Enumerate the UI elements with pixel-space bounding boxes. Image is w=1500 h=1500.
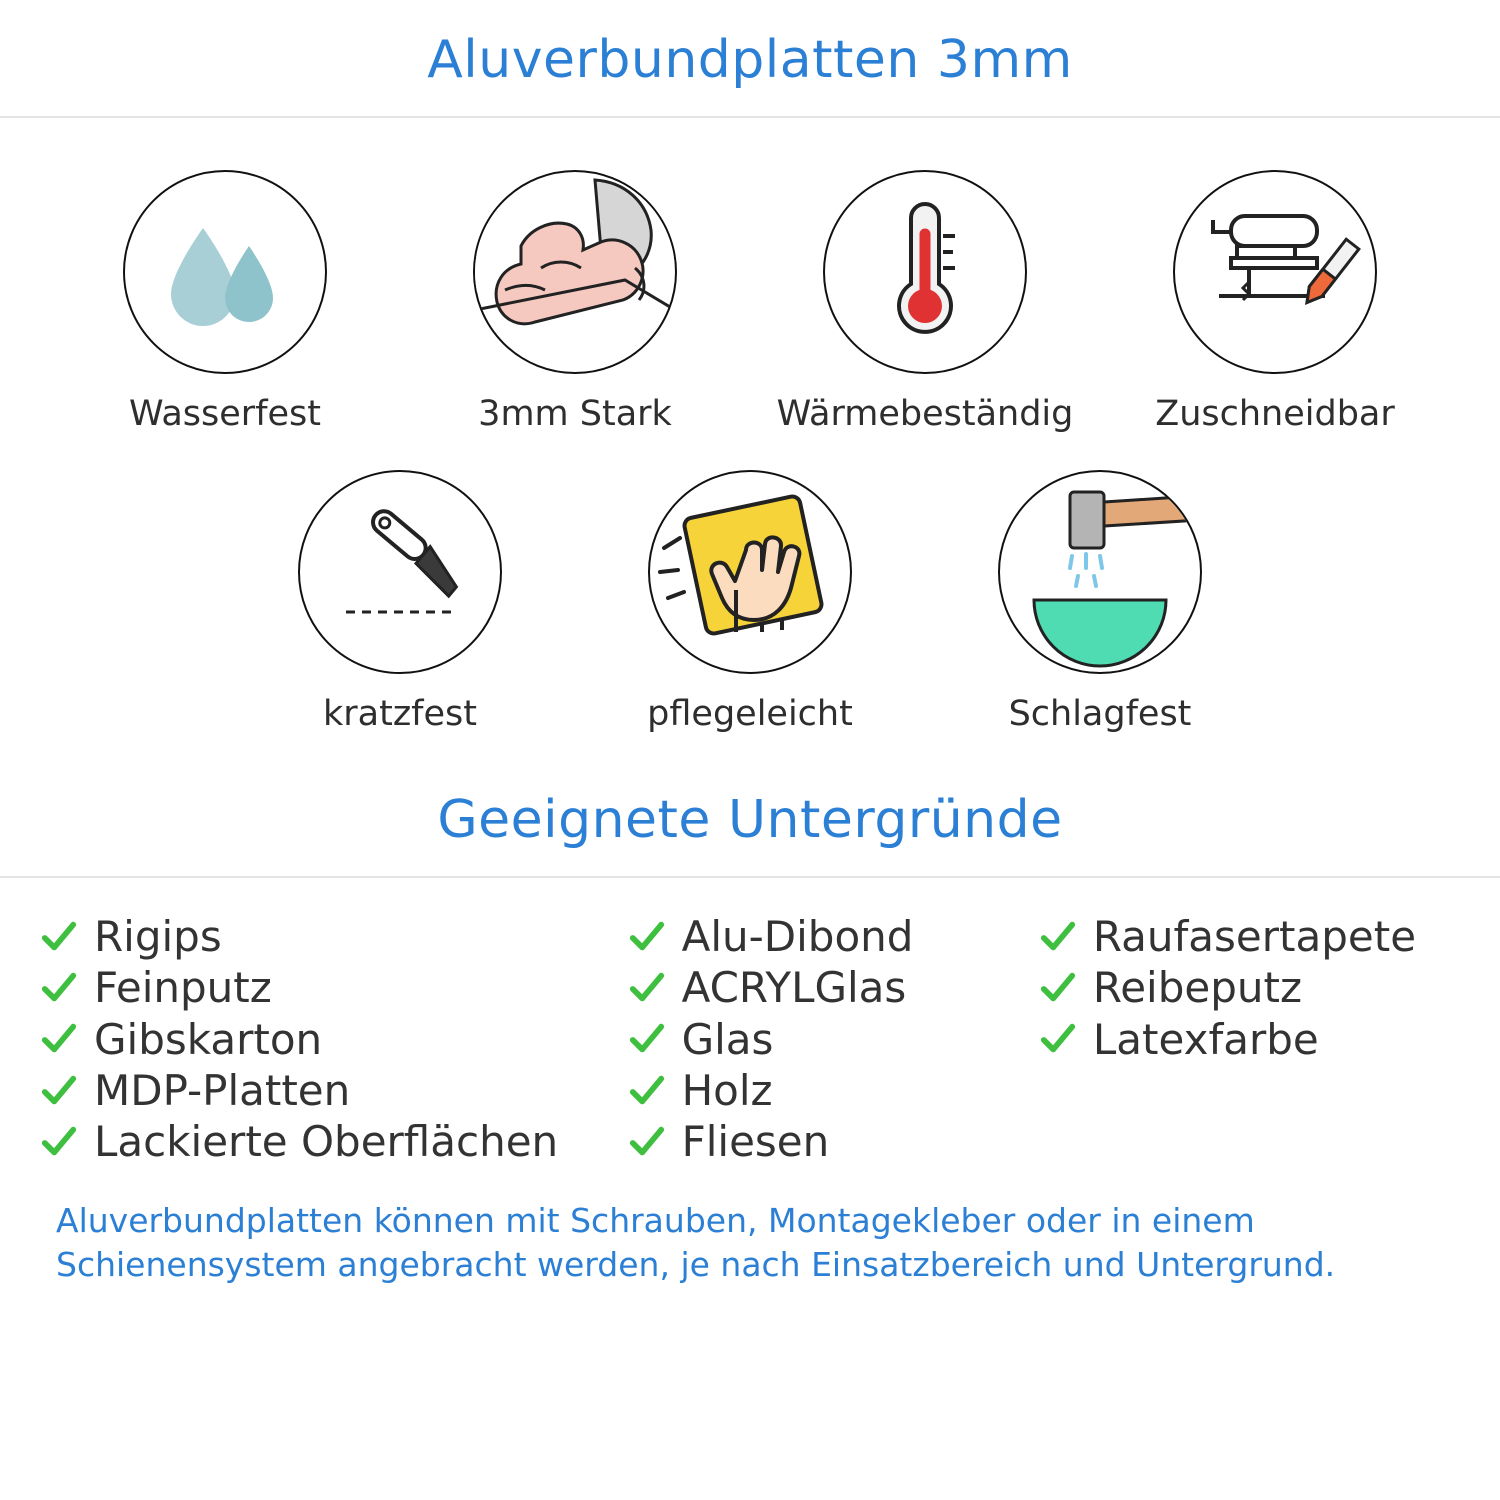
list-item (628, 1066, 1039, 1116)
feature-label: Zuschneidbar (1155, 394, 1395, 434)
substrates-column-2 (628, 914, 1039, 1165)
list-item-label: Holz (681, 1066, 773, 1116)
list-item (40, 914, 628, 959)
hammer-impact-icon (1000, 472, 1200, 672)
list-item-label: Glas (681, 1014, 774, 1064)
feature-pflegeleicht (635, 470, 865, 734)
list-item-label: Fliesen (681, 1117, 830, 1167)
feature-kratzfest (285, 470, 515, 734)
list-item (628, 963, 1039, 1013)
feature-waermebestaendig (776, 170, 1074, 434)
thermometer-icon (825, 172, 1025, 372)
feature-schlagfest (985, 470, 1215, 734)
check-mark-icon (40, 969, 78, 1007)
feature-icon-circle (123, 170, 327, 374)
feature-icon-circle (298, 470, 502, 674)
footnote-text: Aluverbundplatten können mit Schrauben, Montagekleber oder in einem Schienensystem angebracht werden, je nach Einsatzbereich und Untergrund. (56, 1200, 1336, 1285)
check-mark-icon (40, 918, 78, 956)
list-item (40, 1014, 628, 1064)
feature-icon-circle (648, 470, 852, 674)
list-item (1039, 1014, 1460, 1064)
list-item-label: ACRYLGlas (681, 963, 907, 1013)
feature-icon-circle (998, 470, 1202, 674)
check-mark-icon (1039, 969, 1077, 1007)
check-mark-icon (628, 1072, 666, 1110)
list-item (628, 914, 1039, 959)
feature-label: Schlagfest (1008, 694, 1192, 734)
check-mark-icon (628, 969, 666, 1007)
water-drops-icon (125, 172, 325, 372)
list-item-label: Alu-Dibond (681, 912, 914, 961)
hand-cleaning-cloth-icon (650, 472, 850, 672)
feature-icon-circle (823, 170, 1027, 374)
feature-label: kratzfest (322, 694, 477, 734)
check-mark-icon (1039, 1020, 1077, 1058)
list-item-label: Gibskarton (94, 1014, 323, 1064)
list-item-label: Rigips (94, 912, 222, 961)
check-mark-icon (628, 918, 666, 956)
feature-label: pflegeleicht (647, 694, 853, 734)
features-section (0, 118, 1500, 734)
list-item-label: Feinputz (94, 963, 272, 1013)
feature-icon-circle (1173, 170, 1377, 374)
list-item (40, 1066, 628, 1116)
list-item (1039, 963, 1460, 1013)
list-item-label: Latexfarbe (1092, 1014, 1319, 1064)
strong-arm-icon (475, 172, 675, 372)
feature-label: Wasserfest (128, 394, 322, 434)
feature-row-2 (0, 470, 1500, 734)
page-title: Aluverbundplatten 3mm (427, 30, 1073, 90)
check-mark-icon (1039, 918, 1077, 956)
check-mark-icon (40, 1123, 78, 1161)
feature-icon-circle (473, 170, 677, 374)
check-mark-icon (40, 1072, 78, 1110)
list-item-label: Lackierte Oberflächen (94, 1117, 559, 1167)
substrates-column-3 (1039, 914, 1460, 1165)
feature-label: Wärmebeständig (776, 394, 1074, 434)
substrates-title: Geeignete Untergründe (437, 790, 1063, 850)
list-item (628, 1117, 1039, 1167)
list-item (40, 1117, 628, 1167)
feature-zuschneidbar (1155, 170, 1395, 434)
list-item (1039, 914, 1460, 959)
knife-scratch-icon (300, 472, 500, 672)
list-item (628, 1014, 1039, 1064)
jigsaw-cutter-icon (1175, 172, 1375, 372)
substrates-column-1 (40, 914, 628, 1165)
feature-wasserfest (110, 170, 340, 434)
feature-label: 3mm Stark (478, 394, 672, 434)
check-mark-icon (40, 1020, 78, 1058)
feature-row-1 (0, 170, 1500, 434)
feature-3mm-stark (460, 170, 690, 434)
list-item-label: Raufasertapete (1092, 912, 1417, 961)
check-mark-icon (628, 1123, 666, 1161)
list-item (40, 963, 628, 1013)
list-item-label: MDP-Platten (94, 1066, 351, 1116)
check-mark-icon (628, 1020, 666, 1058)
substrates-list (0, 878, 1500, 1165)
list-item-label: Reibeputz (1092, 963, 1303, 1013)
